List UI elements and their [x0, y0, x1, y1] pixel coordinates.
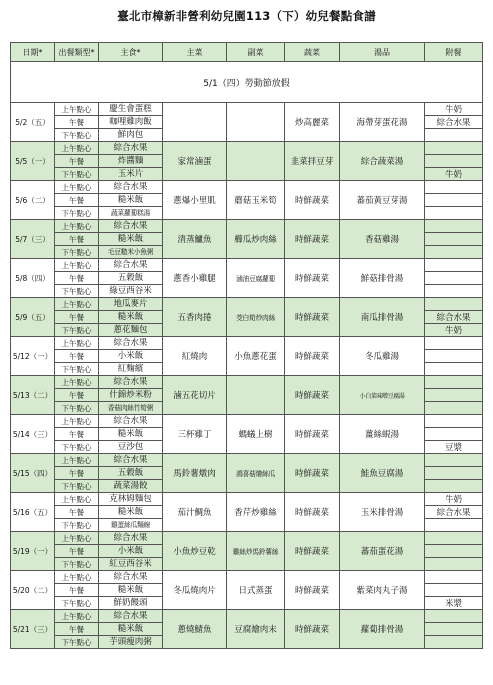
extra-cell — [425, 415, 483, 428]
extra-cell — [425, 298, 483, 311]
extra-cell: 豆漿 — [425, 441, 483, 454]
meal-type-cell: 上午點心 — [55, 142, 99, 155]
soup-dish-cell: 南瓜排骨湯 — [340, 298, 425, 337]
extra-cell — [425, 142, 483, 155]
veg-dish-cell: 時鮮蔬菜 — [285, 220, 340, 259]
side-dish-cell: 豆腐燴肉末 — [227, 610, 285, 649]
extra-cell — [425, 155, 483, 168]
table-row — [11, 532, 483, 545]
meal-type-cell: 午餐 — [55, 467, 99, 480]
staple-cell: 蔬菜湯餃 — [99, 480, 163, 493]
meal-type-cell: 午餐 — [55, 116, 99, 129]
meal-type-cell: 午餐 — [55, 272, 99, 285]
veg-dish-cell: 時鮮蔬菜 — [285, 493, 340, 532]
meal-type-cell: 下午點心 — [55, 285, 99, 298]
staple-cell: 克林姆麵包 — [99, 493, 163, 506]
side-dish-cell — [227, 142, 285, 181]
staple-cell: 五穀飯 — [99, 272, 163, 285]
extra-cell — [425, 233, 483, 246]
staple-cell: 糙米飯 — [99, 428, 163, 441]
extra-cell: 綜合水果 — [425, 506, 483, 519]
meal-type-cell: 午餐 — [55, 389, 99, 402]
staple-cell: 綜合水果 — [99, 454, 163, 467]
staple-cell: 地瓜麥片 — [99, 298, 163, 311]
veg-dish-cell: 時鮮蔬菜 — [285, 181, 340, 220]
soup-dish-cell: 鮮菇排骨湯 — [340, 259, 425, 298]
meal-type-cell: 下午點心 — [55, 363, 99, 376]
staple-cell: 綜合水果 — [99, 610, 163, 623]
extra-cell — [425, 350, 483, 363]
meal-type-cell: 下午點心 — [55, 480, 99, 493]
side-dish-cell — [227, 103, 285, 142]
meal-type-cell: 上午點心 — [55, 376, 99, 389]
meal-type-cell: 上午點心 — [55, 337, 99, 350]
main-dish-cell: 小魚炒豆乾 — [163, 532, 227, 571]
staple-cell: 綠豆西谷米 — [99, 285, 163, 298]
staple-cell: 綜合水果 — [99, 376, 163, 389]
extra-cell — [425, 285, 483, 298]
staple-cell: 玉米片 — [99, 168, 163, 181]
veg-dish-cell: 時鮮蔬菜 — [285, 259, 340, 298]
extra-cell — [425, 571, 483, 584]
extra-cell — [425, 272, 483, 285]
extra-cell — [425, 259, 483, 272]
meal-type-cell: 上午點心 — [55, 259, 99, 272]
extra-cell — [425, 480, 483, 493]
extra-cell — [425, 363, 483, 376]
staple-cell: 綜合水果 — [99, 571, 163, 584]
staple-cell: 綜合水果 — [99, 415, 163, 428]
meal-type-cell: 下午點心 — [55, 324, 99, 337]
meal-type-cell: 上午點心 — [55, 493, 99, 506]
staple-cell: 慶生會蛋糕 — [99, 103, 163, 116]
table-row — [11, 337, 483, 350]
main-dish-cell: 蔥爆小里肌 — [163, 181, 227, 220]
staple-cell: 香菇肉絲竹筍粥 — [99, 402, 163, 415]
main-dish-cell: 五香肉捲 — [163, 298, 227, 337]
meal-type-cell: 上午點心 — [55, 610, 99, 623]
date-cell: 5/12（一） — [11, 337, 55, 376]
meal-type-cell: 上午點心 — [55, 220, 99, 233]
date-cell: 5/15（四） — [11, 454, 55, 493]
extra-cell — [425, 454, 483, 467]
staple-cell: 綜合水果 — [99, 337, 163, 350]
table-row — [11, 259, 483, 272]
meal-type-cell: 午餐 — [55, 428, 99, 441]
veg-dish-cell: 時鮮蔬菜 — [285, 454, 340, 493]
soup-dish-cell: 蕃茄蛋花湯 — [340, 532, 425, 571]
meal-type-cell: 上午點心 — [55, 181, 99, 194]
main-dish-cell: 紅燒肉 — [163, 337, 227, 376]
staple-cell: 毛豆糙米小魚粥 — [99, 246, 163, 259]
veg-dish-cell: 時鮮蔬菜 — [285, 415, 340, 454]
main-dish-cell: 家常滷蛋 — [163, 142, 227, 181]
veg-dish-cell: 韭菜拌豆芽 — [285, 142, 340, 181]
meal-type-cell: 午餐 — [55, 545, 99, 558]
meal-type-cell: 下午點心 — [55, 168, 99, 181]
date-cell: 5/6（二） — [11, 181, 55, 220]
staple-cell: 綜合水果 — [99, 142, 163, 155]
table-row — [11, 493, 483, 506]
header-soup: 湯品 — [340, 43, 425, 62]
staple-cell: 糙米飯 — [99, 584, 163, 597]
date-cell: 5/8（四） — [11, 259, 55, 298]
meal-type-cell: 上午點心 — [55, 571, 99, 584]
extra-cell: 綜合水果 — [425, 116, 483, 129]
staple-cell: 小米飯 — [99, 350, 163, 363]
extra-cell — [425, 584, 483, 597]
header-vegetable: 蔬菜 — [285, 43, 340, 62]
veg-dish-cell: 時鮮蔬菜 — [285, 532, 340, 571]
staple-cell: 糙米飯 — [99, 623, 163, 636]
extra-cell — [425, 467, 483, 480]
staple-cell: 綜合水果 — [99, 220, 163, 233]
soup-dish-cell: 紫菜肉丸子湯 — [340, 571, 425, 610]
side-dish-cell — [227, 376, 285, 415]
extra-cell — [425, 376, 483, 389]
extra-cell: 牛奶 — [425, 103, 483, 116]
meal-type-cell: 午餐 — [55, 584, 99, 597]
table-row — [11, 415, 483, 428]
main-dish-cell: 蔥香小雞腿 — [163, 259, 227, 298]
date-cell: 5/16（五） — [11, 493, 55, 532]
side-dish-cell: 滷油豆腐蘿蔔 — [227, 259, 285, 298]
extra-cell: 牛奶 — [425, 168, 483, 181]
meal-type-cell: 午餐 — [55, 623, 99, 636]
staple-cell: 糙米飯 — [99, 194, 163, 207]
extra-cell — [425, 220, 483, 233]
side-dish-cell: 香芹炒雞絲 — [227, 493, 285, 532]
staple-cell: 什錦炒米粉 — [99, 389, 163, 402]
veg-dish-cell: 炒高麗菜 — [285, 103, 340, 142]
staple-cell: 綜合水果 — [99, 532, 163, 545]
soup-dish-cell: 綜合蔬菜湯 — [340, 142, 425, 181]
side-dish-cell: 雞絲炒馬鈴薯絲 — [227, 532, 285, 571]
meal-type-cell: 下午點心 — [55, 636, 99, 649]
side-dish-cell: 小魚蔥花蛋 — [227, 337, 285, 376]
soup-dish-cell: 蕃茄黃豆芽湯 — [340, 181, 425, 220]
extra-cell — [425, 194, 483, 207]
extra-cell: 牛奶 — [425, 324, 483, 337]
holiday-row — [11, 62, 483, 103]
veg-dish-cell: 時鮮蔬菜 — [285, 298, 340, 337]
page-title: 臺北市樟新非營利幼兒園113（下）幼兒餐點食譜 — [117, 9, 376, 23]
meal-type-cell: 午餐 — [55, 155, 99, 168]
meal-type-cell: 下午點心 — [55, 246, 99, 259]
date-cell: 5/2（五） — [11, 103, 55, 142]
meal-type-cell: 午餐 — [55, 350, 99, 363]
table-row — [11, 376, 483, 389]
extra-cell — [425, 337, 483, 350]
date-cell: 5/19（一） — [11, 532, 55, 571]
veg-dish-cell: 時鮮蔬菜 — [285, 376, 340, 415]
table-row — [11, 142, 483, 155]
extra-cell — [425, 129, 483, 142]
staple-cell: 蔥花麵包 — [99, 324, 163, 337]
meal-type-cell: 午餐 — [55, 194, 99, 207]
soup-dish-cell: 薑絲蜆湯 — [340, 415, 425, 454]
side-dish-cell: 日式蒸蛋 — [227, 571, 285, 610]
staple-cell: 紅豆西谷米 — [99, 558, 163, 571]
header-side-dish: 副菜 — [227, 43, 285, 62]
staple-cell: 紅麴繽 — [99, 363, 163, 376]
date-cell: 5/5（一） — [11, 142, 55, 181]
header-date: 日期* — [11, 43, 55, 62]
extra-cell — [425, 636, 483, 649]
table-row — [11, 454, 483, 467]
date-cell: 5/20（二） — [11, 571, 55, 610]
veg-dish-cell: 時鮮蔬菜 — [285, 571, 340, 610]
meal-type-cell: 上午點心 — [55, 454, 99, 467]
extra-cell — [425, 389, 483, 402]
side-dish-cell: 蘑菇玉米筍 — [227, 181, 285, 220]
side-dish-cell: 茭白筍炒肉絲 — [227, 298, 285, 337]
soup-dish-cell: 小白菜味噌豆腐湯 — [340, 376, 425, 415]
meal-type-cell: 上午點心 — [55, 415, 99, 428]
date-cell: 5/21（三） — [11, 610, 55, 649]
staple-cell: 綜合水果 — [99, 181, 163, 194]
table-row — [11, 103, 483, 116]
extra-cell — [425, 532, 483, 545]
header-meal-type: 出餐類型* — [55, 43, 99, 62]
main-dish-cell: 三杯雞丁 — [163, 415, 227, 454]
staple-cell: 綜合水果 — [99, 259, 163, 272]
extra-cell — [425, 519, 483, 532]
staple-cell: 糙米飯 — [99, 233, 163, 246]
staple-cell: 糙米飯 — [99, 311, 163, 324]
meal-type-cell: 下午點心 — [55, 519, 99, 532]
meal-type-cell: 上午點心 — [55, 103, 99, 116]
extra-cell — [425, 207, 483, 220]
extra-cell: 綜合水果 — [425, 311, 483, 324]
soup-dish-cell: 鮭魚豆腐湯 — [340, 454, 425, 493]
staple-cell: 糙米飯 — [99, 506, 163, 519]
soup-dish-cell: 海帶芽蛋花湯 — [340, 103, 425, 142]
meal-type-cell: 下午點心 — [55, 129, 99, 142]
extra-cell — [425, 623, 483, 636]
extra-cell — [425, 181, 483, 194]
meal-type-cell: 上午點心 — [55, 298, 99, 311]
main-dish-cell: 蔥燒鯖魚 — [163, 610, 227, 649]
main-dish-cell: 清蒸鱸魚 — [163, 220, 227, 259]
extra-cell — [425, 246, 483, 259]
soup-dish-cell: 玉米排骨湯 — [340, 493, 425, 532]
soup-dish-cell: 香菇雞湯 — [340, 220, 425, 259]
extra-cell — [425, 428, 483, 441]
header-row — [11, 43, 483, 62]
meal-type-cell: 下午點心 — [55, 597, 99, 610]
meal-type-cell: 午餐 — [55, 506, 99, 519]
veg-dish-cell: 時鮮蔬菜 — [285, 610, 340, 649]
date-cell: 5/13（二） — [11, 376, 55, 415]
meal-type-cell: 下午點心 — [55, 402, 99, 415]
main-dish-cell: 冬瓜燒肉片 — [163, 571, 227, 610]
date-cell: 5/9（五） — [11, 298, 55, 337]
table-row — [11, 298, 483, 311]
holiday-notice: 5/1（四）勞動節放假 — [11, 62, 483, 103]
side-dish-cell: 螞蟻上樹 — [227, 415, 285, 454]
staple-cell: 炸醬麵 — [99, 155, 163, 168]
menu-table — [10, 42, 483, 649]
soup-dish-cell: 冬瓜雞湯 — [340, 337, 425, 376]
side-dish-cell: 鴻喜菇燴絲瓜 — [227, 454, 285, 493]
extra-cell: 米漿 — [425, 597, 483, 610]
staple-cell: 五穀飯 — [99, 467, 163, 480]
date-cell: 5/14（三） — [11, 415, 55, 454]
header-staple: 主食* — [99, 43, 163, 62]
main-dish-cell — [163, 103, 227, 142]
table-row — [11, 571, 483, 584]
header-main-dish: 主菜 — [163, 43, 227, 62]
side-dish-cell: 櫛瓜炒肉絲 — [227, 220, 285, 259]
staple-cell: 雞蛋絲瓜麵線 — [99, 519, 163, 532]
meal-type-cell: 午餐 — [55, 311, 99, 324]
staple-cell: 芋頭瘦肉粥 — [99, 636, 163, 649]
staple-cell: 蔬菜蘿蔔糕湯 — [99, 207, 163, 220]
meal-type-cell: 下午點心 — [55, 207, 99, 220]
meal-type-cell: 上午點心 — [55, 532, 99, 545]
staple-cell: 鮮肉包 — [99, 129, 163, 142]
table-row — [11, 220, 483, 233]
extra-cell — [425, 558, 483, 571]
extra-cell — [425, 610, 483, 623]
extra-cell — [425, 545, 483, 558]
meal-type-cell: 下午點心 — [55, 558, 99, 571]
staple-cell: 小米飯 — [99, 545, 163, 558]
staple-cell: 鮮奶饅頭 — [99, 597, 163, 610]
veg-dish-cell: 時鮮蔬菜 — [285, 337, 340, 376]
header-extra: 附餐 — [425, 43, 483, 62]
main-dish-cell: 馬鈴薯燉肉 — [163, 454, 227, 493]
meal-type-cell: 午餐 — [55, 233, 99, 246]
staple-cell: 豆沙包 — [99, 441, 163, 454]
soup-dish-cell: 蘿蔔排骨湯 — [340, 610, 425, 649]
main-dish-cell: 滷五花切片 — [163, 376, 227, 415]
staple-cell: 咖哩雞肉飯 — [99, 116, 163, 129]
table-row — [11, 610, 483, 623]
main-dish-cell: 茄汁鯛魚 — [163, 493, 227, 532]
extra-cell — [425, 402, 483, 415]
date-cell: 5/7（三） — [11, 220, 55, 259]
meal-type-cell: 下午點心 — [55, 441, 99, 454]
extra-cell: 牛奶 — [425, 493, 483, 506]
table-row — [11, 181, 483, 194]
